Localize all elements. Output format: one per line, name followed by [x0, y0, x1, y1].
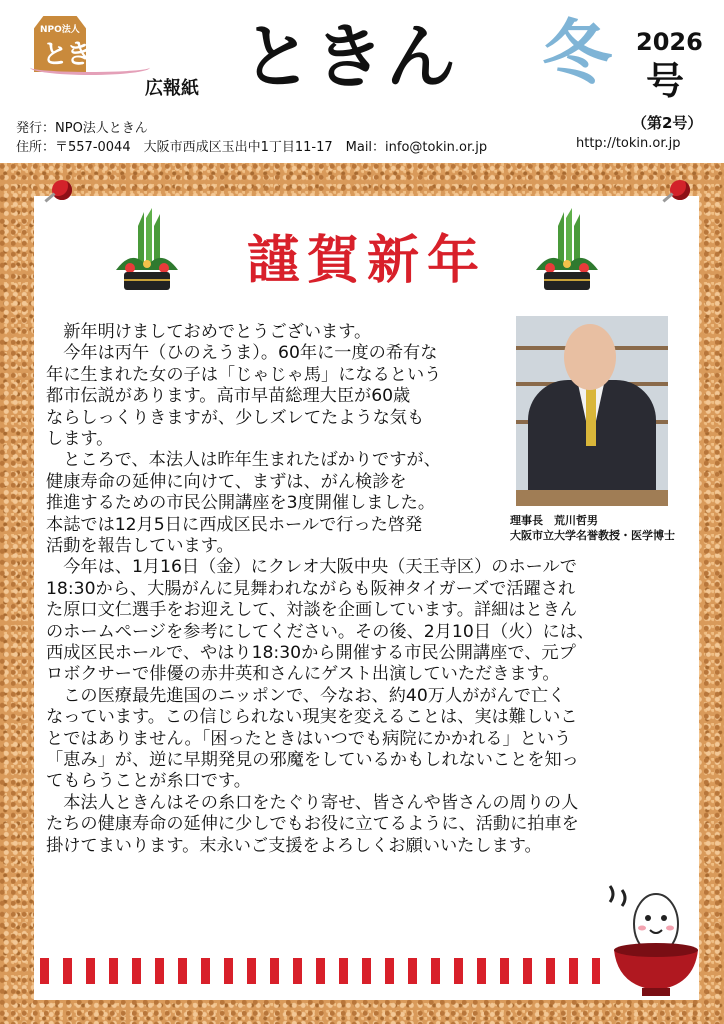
photo-caption-title: 大阪市立大学名誉教授・医学博士 — [510, 529, 675, 542]
body-line: 本法人ときんはその糸口をたぐり寄せ、皆さんや皆さんの周りの人 — [46, 792, 579, 813]
masthead — [0, 0, 724, 165]
publication-type: 広報紙 — [145, 78, 199, 99]
body-line: てもらうことが糸口です。 — [46, 771, 251, 792]
kadomatsu-icon — [112, 208, 182, 292]
body-line: 掛けてまいります。末永いご支援をよろしくお願いいたします。 — [46, 835, 542, 856]
logo-org-label: NPO法人 — [40, 25, 80, 35]
website-url[interactable]: http://tokin.or.jp — [576, 136, 681, 151]
body-line: たちの健康寿命の延伸に少しでもお役に立てるように、活動に拍車を — [46, 814, 579, 835]
body-line: 本誌では12月5日に西成区民ホールで行った啓発 — [46, 514, 423, 535]
issue-year: 2026 — [636, 28, 703, 56]
decorative-stripe — [40, 958, 600, 984]
mochi-soup-mascot-icon — [590, 880, 700, 1000]
publisher-line: 発行：NPO法人ときん — [16, 121, 148, 136]
issue-suffix: 号 — [646, 59, 685, 103]
body-line: ロボクサーで俳優の赤井英和さんにゲスト出演していただきます。 — [46, 664, 560, 685]
body-line: ならしっくりきますが、少しズレてたような気も — [46, 407, 425, 428]
issue-number: （第2号） — [632, 114, 703, 132]
ngo-logo — [28, 16, 140, 76]
newsletter-title: ときん — [242, 16, 458, 98]
chairman-photo — [516, 316, 668, 506]
body-line: この医療最先進国のニッポンで、今なお、約40万人ががんで亡く — [46, 685, 566, 706]
body-line: ところで、本法人は昨年生まれたばかりですが、 — [46, 450, 441, 471]
body-line: 今年は丙午（ひのえうま）。60年に一度の希有な — [46, 343, 438, 364]
body-line: 年に生まれた女の子は「じゃじゃ馬」になるという — [46, 364, 442, 385]
address-line: 住所：〒557-0044 大阪市西成区玉出中1丁目11-17 Mail：info@tokin.or.jp — [16, 140, 488, 155]
photo-caption-name: 理事長 荒川哲男 — [510, 514, 598, 527]
body-line: なっています。この信じられない現実を変えることは、実は難しいこ — [46, 707, 578, 728]
body-line: た原口文仁選手をお迎えして、対談を企画しています。詳細はときん — [46, 600, 578, 621]
new-year-greeting: 謹賀新年 — [246, 230, 487, 291]
body-line: 都市伝説があります。高市早苗総理大臣が60歳 — [46, 386, 411, 407]
season-label: 冬 — [542, 12, 612, 94]
body-line: します。 — [46, 429, 114, 449]
body-line: 活動を報告しています。 — [46, 536, 234, 556]
body-line: 西成区民ホールで、やはり18:30から開催する市民公開講座で、元プ — [46, 643, 576, 663]
body-line: 推進するための市民公開講座を3度開催しました。 — [46, 493, 436, 514]
body-line: 18:30から、大腸がんに見舞われながらも阪神タイガーズで活躍され — [46, 578, 576, 599]
logo-swoosh — [30, 60, 150, 75]
logo-name: ときん — [42, 40, 115, 70]
body-line: 今年は、1月16日（金）にクレオ大阪中央（天王寺区）のホールで — [46, 557, 577, 578]
body-line: 新年明けましておめでとうございます。 — [46, 322, 372, 342]
pushpin-icon — [670, 180, 690, 200]
body-line: のホームページを参考にしてください。その後、2月10日（火）には、 — [46, 621, 595, 642]
body-line: とではありません。「困ったときはいつでも病院にかかれる」という — [46, 728, 572, 749]
body-line: 健康寿命の延伸に向けて、まずは、がん検診を — [46, 471, 407, 492]
kadomatsu-icon — [532, 208, 602, 292]
pushpin-icon — [52, 180, 72, 200]
body-line: 「恵み」が、逆に早期発見の邪魔をしているかもしれないことを知っ — [46, 750, 579, 770]
